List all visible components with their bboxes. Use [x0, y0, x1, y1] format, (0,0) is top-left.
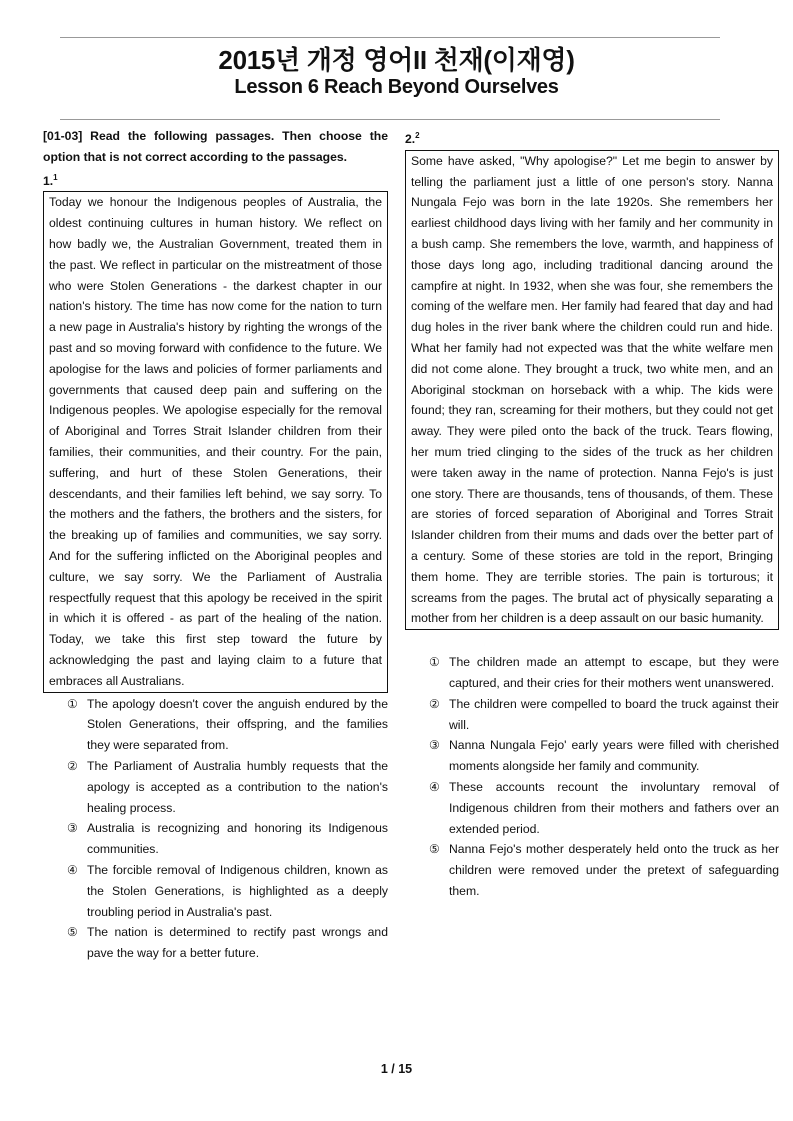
- question-number-2: 2.$^2$: [405, 131, 420, 147]
- options-list-1: [43, 694, 388, 964]
- question-number-1: 1.$^1$: [43, 172, 58, 188]
- option-marker: ②: [67, 758, 78, 773]
- option-text: The children made an attempt to escape, but they were captured, and their cries for their mothers went unanswered.: [449, 655, 779, 690]
- option-text: Nanna Fejo's mother desperately held onto the truck as her children were removed under the pretext of safeguarding them.: [449, 842, 779, 898]
- top-rule: [60, 37, 720, 38]
- option-marker: ④: [67, 862, 78, 877]
- option-text: Australia is recognizing and honoring its Indigenous communities.: [87, 821, 388, 857]
- option-4[interactable]: [43, 860, 388, 922]
- option-marker: ②: [429, 696, 440, 711]
- option-text: The children were compelled to board the truck against their will.: [449, 696, 779, 732]
- option-3[interactable]: [405, 735, 779, 777]
- option-text: The nation is determined to rectify past wrongs and pave the way for a better future.: [87, 925, 388, 961]
- option-marker: ④: [429, 779, 440, 794]
- page-number: 1 / 15: [380, 1062, 413, 1076]
- passage-2: Some have asked, "Why apologise?" Let me begin to answer by telling the parliament just a little of one person's story. Nanna Nungala Fejo was born in the late 1920s. She remembers her earliest childhood days living with her family and her community in a bush camp. She remembers the love, warmth, and happiness of those days long ago, including traditional dancing around the campfire at night. In 1932, when she was four, she remembers the coming of the welfare men. Her family had feared that day and had dug holes in the river bank where the children could run and hide. What her family had not expected was that the white welfare men did not come alone. They brought a truck, two white men, and an Aboriginal stockman on horseback with a whip. The kids were found; they ran, screaming for their mothers, but they could not get away. They were piled onto the back of the truck. Tears flowing, her mum tried clinging to the sides of the truck as her children were taken away in the name of protection. Nanna Fejo's is just one story. There are thousands, tens of thousands, of them. These are stories of forced separation of Aboriginal and Torres Strait Islander children from their mums and dads over the better part of a century. Some of these stories are told in the report, Bringing them home. They are terrible stories. The pain is torturous; it screams from the pages. The brutal act of physically separating a mother from her children is a deep assault on our basic humanity.: [405, 150, 779, 630]
- lesson-subtitle: Lesson 6 Reach Beyond Ourselves: [234, 76, 559, 98]
- option-2[interactable]: [43, 756, 388, 818]
- option-marker: ③: [67, 821, 78, 836]
- passage-1: Today we honour the Indigenous peoples of Australia, the oldest continuing cultures in human history. We reflect on how badly we, the Australian Government, treated them in the past. We reflect in particular on the mistreatment of those who were Stolen Generations - the darkest chapter in our nation's history. The time has now come for the nation to turn a new page in Australia's history by righting the wrongs of the past and so moving forward with confidence to the future. We apologise for the laws and policies of former parliaments and governments that caused deep pain and suffering on the Indigenous peoples. We apologise especially for the removal of Aboriginal and Torres Strait Islander children from their families, their communities, and their country. For the pain, suffering, and hurt of these Stolen Generations, their descendants, and their families left behind, we say sorry. To the mothers and the fathers, the brothers and the sisters, for the breaking up of families and communities, we say sorry. And for the suffering inflicted on the Aboriginal peoples and culture, we say sorry. We the Parliament of Australia respectfully request that this apology be received in the spirit in which it is offered - as part of the healing of the nation. Today, we take this first step toward the future by acknowledging the past and laying claim to a future that embraces all Australians.: [43, 191, 388, 692]
- options-list-2: [405, 652, 779, 902]
- header-rule: [60, 119, 720, 120]
- option-text: These accounts recount the involuntary removal of Indigenous children from their mothers and fathers over an extended period.: [449, 779, 779, 836]
- footnote-marker: 1: [53, 172, 58, 182]
- left-column: [43, 126, 388, 964]
- option-text: The forcible removal of Indigenous children, known as the Stolen Generations, is highlighted as a deeply troubling period in Australia's past.: [87, 862, 388, 919]
- option-1[interactable]: [43, 694, 388, 756]
- footnote-marker: 2: [415, 131, 420, 140]
- option-marker: ①: [429, 655, 440, 670]
- option-marker: ①: [67, 696, 78, 711]
- option-5[interactable]: [43, 922, 388, 964]
- option-text: The Parliament of Australia humbly requests that the apology is accepted as a contribution to the nation's healing process.: [87, 758, 388, 815]
- option-1[interactable]: [405, 652, 779, 694]
- option-4[interactable]: [405, 777, 779, 839]
- option-text: Nanna Nungala Fejo' early years were filled with cherished moments alongside her family and community.: [449, 738, 779, 774]
- option-3[interactable]: [43, 818, 388, 860]
- option-2[interactable]: [405, 694, 779, 736]
- document-title: 2015년 개정 영어II 천재(이재영): [218, 45, 575, 75]
- option-marker: ③: [429, 738, 440, 753]
- option-marker: ⑤: [67, 925, 78, 940]
- instruction: [01-03] Read the following passages. Then choose the option that is not correct according to the passages.: [43, 129, 388, 164]
- right-column: [405, 126, 779, 902]
- option-5[interactable]: [405, 839, 779, 901]
- option-text: The apology doesn't cover the anguish endured by the Stolen Generations, their offspring, and the families they were separated from.: [87, 696, 388, 753]
- option-marker: ⑤: [429, 842, 440, 857]
